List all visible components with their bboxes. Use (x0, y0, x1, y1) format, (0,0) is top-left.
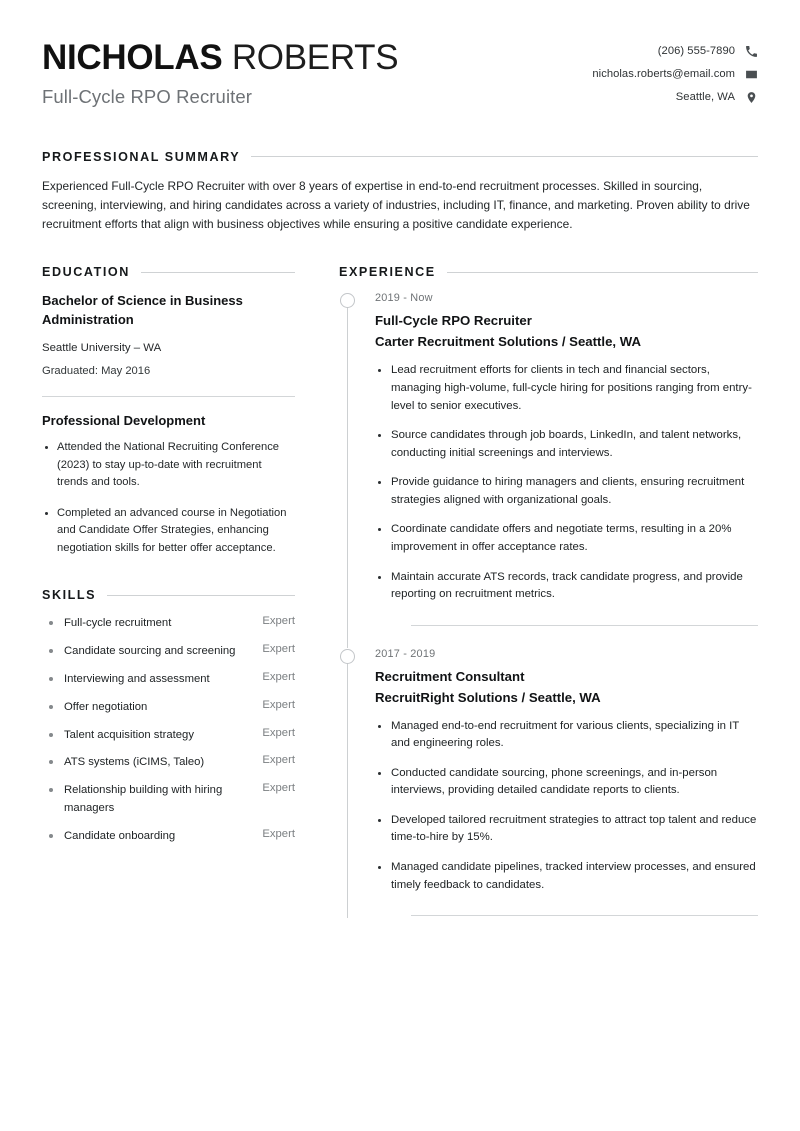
experience-section-header (339, 265, 758, 279)
resume-header (42, 38, 758, 108)
education-heading: EDUCATION (42, 265, 130, 280)
timeline-line (347, 300, 348, 647)
education-heading-rule (141, 272, 295, 273)
experience-role: Full-Cycle RPO Recruiter (375, 313, 532, 329)
skills-section-header (42, 588, 295, 602)
skill-level: Expert (262, 782, 295, 795)
list-item: Developed tailored recruitment strategies to attract top talent and reduce time-to-hire by 15%. (375, 812, 758, 847)
skill-level: Expert (262, 827, 295, 840)
list-item: Coordinate candidate offers and negotiate terms, resulting in a 20% improvement in offer acceptance rates. (375, 521, 758, 556)
skill-level: Expert (262, 754, 295, 767)
contact-phone[interactable] (658, 44, 758, 58)
contact-email[interactable] (592, 67, 758, 81)
experience-separator (411, 625, 758, 626)
contact-phone-value: (206) 555-7890 (657, 45, 735, 57)
list-item: Managed candidate pipelines, tracked interview processes, and ensured timely feedback to candidates. (375, 859, 758, 894)
list-item: Managed end-to-end recruitment for various clients, specializing in IT and engineering roles. (375, 718, 758, 753)
experience-date: 2017 - 2019 (375, 647, 436, 660)
skill-level: Expert (262, 615, 295, 628)
list-item: Maintain accurate ATS records, track candidate progress, and provide reporting on recruitment metrics. (375, 569, 758, 604)
skill-name: ATS systems (iCIMS, Taleo) (42, 754, 252, 772)
skill-name: Full-cycle recruitment (42, 615, 252, 633)
list-item (42, 727, 295, 745)
timeline-line (347, 656, 348, 919)
professional-development-list (42, 439, 295, 557)
list-item: Conducted candidate sourcing, phone screenings, and in-person interviews, providing detailed candidate reports to clients. (375, 765, 758, 800)
list-item: Lead recruitment efforts for clients in tech and financial sectors, managing high-volume, full-cycle hiring for positions ranging from entry-level to senior executives. (375, 362, 758, 415)
education-section (42, 265, 295, 557)
contact-email-value: nicholas.roberts@email.com (592, 68, 735, 80)
list-item (42, 828, 295, 846)
experience-date: 2019 - Now (375, 292, 433, 305)
first-name: NICHOLAS (42, 38, 223, 77)
left-column (42, 265, 295, 845)
experience-entry (339, 292, 758, 647)
timeline-dot-icon (340, 649, 355, 664)
experience-company: RecruitRight Solutions / Seattle, WA (375, 689, 601, 705)
experience-bullet-list (375, 718, 758, 895)
skill-name: Offer negotiation (42, 699, 252, 717)
phone-icon (744, 44, 758, 58)
skill-level: Expert (262, 643, 295, 655)
experience-entry (339, 648, 758, 919)
right-column (339, 265, 758, 918)
skill-level: Expert (262, 670, 295, 683)
contact-location-value: Seattle, WA (675, 91, 735, 103)
education-degree: Bachelor of Science in Business Administration (42, 293, 243, 327)
skill-level: Expert (262, 698, 295, 711)
list-item: Completed an advanced course in Negotiation and Candidate Offer Strategies, enhancing negotiation skills for better offer acceptance. (42, 505, 295, 557)
experience-timeline (339, 292, 758, 918)
experience-end-rule (411, 915, 758, 916)
list-item (42, 643, 295, 661)
timeline-dot-icon (340, 293, 355, 308)
summary-heading-rule (251, 156, 758, 157)
list-item (42, 754, 295, 772)
summary-text: Experienced Full-Cycle RPO Recruiter with over 8 years of expertise in end-to-end recruitment processes. Skilled in sourcing, screening, interviewing, and hiring candidates across a variety of industries, including IT, finance, and marketing. Proven ability to drive recruitment efforts that align with business objectives while ensuring a positive candidate experience. (42, 178, 750, 232)
contact-info (592, 38, 758, 104)
skills-section (42, 588, 295, 846)
candidate-job-title: Full-Cycle RPO Recruiter (42, 85, 253, 107)
skills-list (42, 615, 295, 846)
skills-heading-rule (107, 595, 295, 596)
list-item (42, 699, 295, 717)
skill-name: Candidate sourcing and screening (42, 643, 252, 661)
skill-name: Relationship building with hiring managers (42, 782, 252, 818)
professional-development-heading: Professional Development (42, 413, 206, 429)
experience-bullet-list (375, 362, 758, 603)
list-item: Attended the National Recruiting Conference (2023) to stay up-to-date with recruitment trends and tools. (42, 439, 295, 491)
experience-heading-rule (447, 272, 758, 273)
skills-heading: SKILLS (42, 588, 97, 603)
summary-heading: PROFESSIONAL SUMMARY (42, 149, 241, 164)
list-item (42, 671, 295, 689)
education-graduation: Graduated: May 2016 (42, 365, 151, 378)
experience-company: Carter Recruitment Solutions / Seattle, WA (375, 334, 641, 350)
skill-name: Candidate onboarding (42, 828, 252, 846)
location-pin-icon (744, 90, 758, 104)
education-school: Seattle University – WA (42, 342, 162, 355)
list-item: Provide guidance to hiring managers and clients, ensuring recruitment strategies aligned with organizational goals. (375, 474, 758, 509)
list-item: Source candidates through job boards, LinkedIn, and talent networks, conducting initial screenings and interviews. (375, 427, 758, 462)
education-section-header (42, 265, 295, 279)
list-item (42, 782, 295, 818)
skill-name: Interviewing and assessment (42, 671, 252, 689)
skill-level: Expert (262, 726, 295, 739)
experience-heading: EXPERIENCE (339, 265, 436, 280)
envelope-icon (744, 67, 758, 81)
resume-body (42, 265, 758, 918)
professional-summary-section (42, 150, 758, 235)
list-item (42, 615, 295, 633)
education-divider (42, 396, 295, 397)
experience-role: Recruitment Consultant (375, 668, 525, 684)
identity-block (42, 38, 398, 108)
last-name: ROBERTS (231, 38, 399, 77)
contact-location[interactable] (676, 90, 758, 104)
summary-section-header (42, 150, 758, 164)
skill-name: Talent acquisition strategy (42, 727, 252, 745)
candidate-name (42, 38, 398, 79)
